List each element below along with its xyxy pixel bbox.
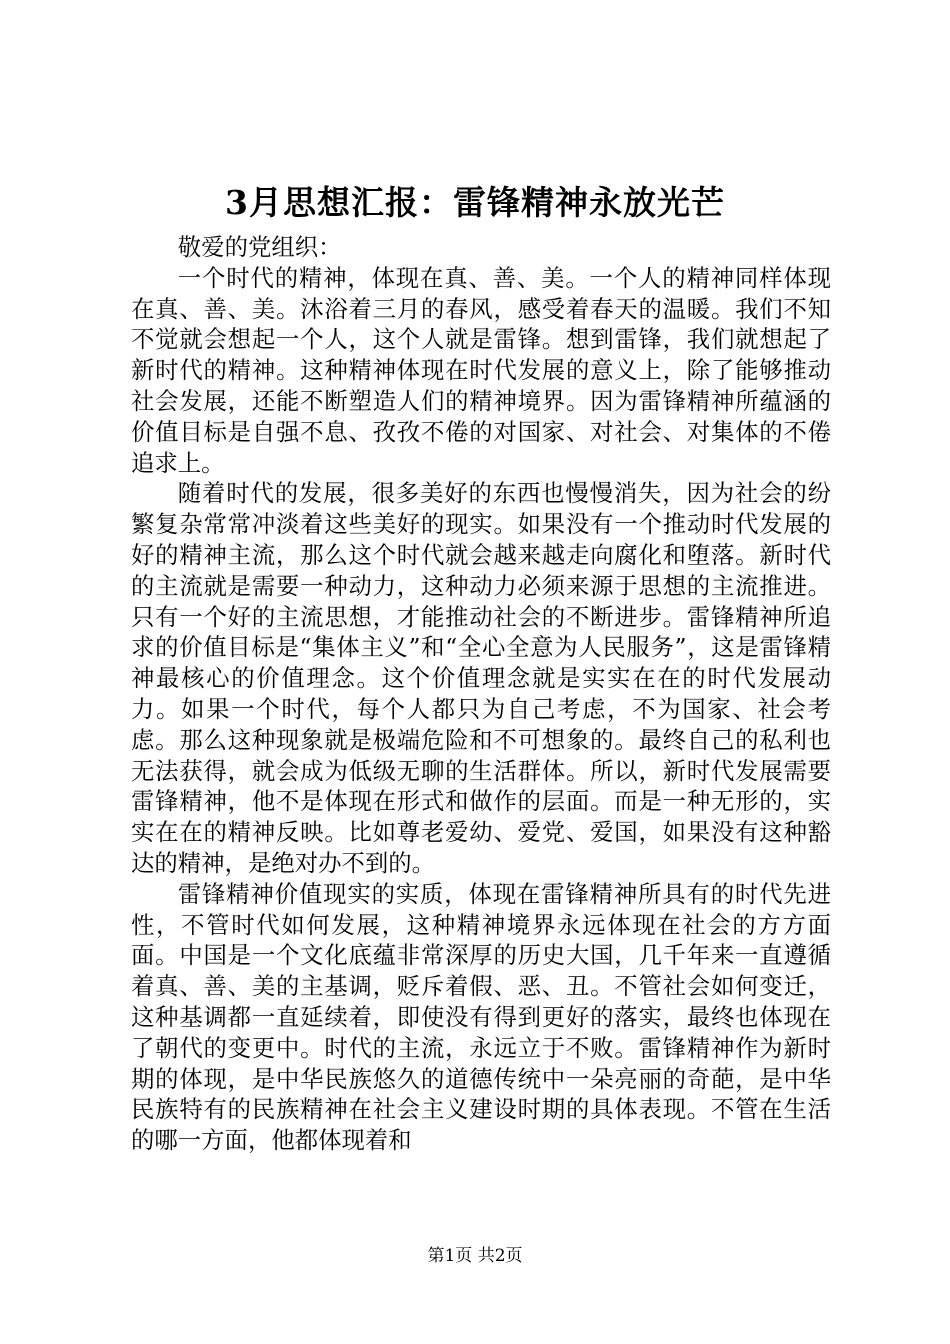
paragraph-2: 随着时代的发展，很多美好的东西也慢慢消失，因为社会的纷繁复杂常常冲淡着这些美好的现实。如果没有一个推动时代发展的好的精神主流，那么这个时代就会越来越走向腐化和堕落。新时代的主流就是需要一种动力，这种动力必须来源于思想的主流推进。只有一个好的主流思想，才能推动社会的不断进步。雷锋精神所追求的价值目标是“集体主义”和“全心全意为人民服务”，这是雷锋精神最核心的价值理念。这个价值理念就是实实在在的时代发展动力。如果一个时代，每个人都只为自己考虑，不为国家、社会考虑。那么这种现象就是极端危险和不可想象的。最终自己的私利也无法获得，就会成为低级无聊的生活群体。所以，新时代发展需要雷锋精神，他不是体现在形式和做作的层面。而是一种无形的，实实在在的精神反映。比如尊老爱幼、爱党、爱国，如果没有这种豁达的精神，是绝对办不到的。 bbox=[131, 479, 831, 877]
paragraph-3: 雷锋精神价值现实的实质，体现在雷锋精神所具有的时代先进性，不管时代如何发展，这种精神境界永远体现在社会的方方面面。中国是一个文化底蕴非常深厚的历史大国，几千年来一直遵循着真、善、美的主基调，贬斥着假、恶、丑。不管社会如何变迁，这种基调都一直延续着，即使没有得到更好的落实，最终也体现在了朝代的变更中。时代的主流，永远立于不败。雷锋精神作为新时期的体现，是中华民族悠久的道德传统中一朵亮丽的奇葩，是中华民族特有的民族精神在社会主义建设时期的具体表现。不管在生活的哪一方面，他都体现着和 bbox=[131, 879, 831, 1155]
document-body bbox=[131, 232, 831, 1156]
document-title: 3月思想汇报：雷锋精神永放光芒 bbox=[225, 183, 725, 222]
page-footer: 第1页 共2页 bbox=[427, 1246, 523, 1266]
salutation: 敬爱的党组织： bbox=[177, 233, 342, 261]
paragraph-1: 一个时代的精神，体现在真、善、美。一个人的精神同样体现在真、善、美。沐浴着三月的春风，感受着春天的温暖。我们不知不觉就会想起一个人，这个人就是雷锋。想到雷锋，我们就想起了新时代的精神。这种精神体现在时代发展的意义上，除了能够推动社会发展，还能不断塑造人们的精神境界。因为雷锋精神所蕴涵的价值目标是自强不息、孜孜不倦的对国家、对社会、对集体的不倦追求上。 bbox=[131, 263, 831, 477]
